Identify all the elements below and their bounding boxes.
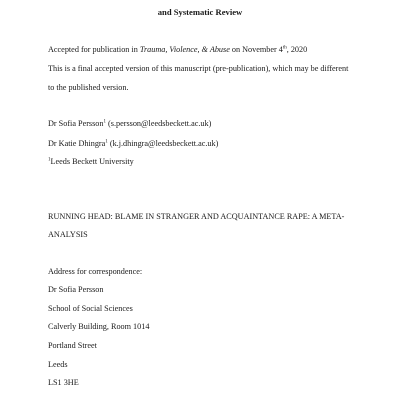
author-affiliation: 1 — [103, 119, 106, 125]
running-head-line-2: ANALYSIS — [48, 230, 88, 239]
date-ordinal: th — [282, 45, 287, 51]
correspondence-department: School of Social Sciences — [48, 304, 133, 313]
author-name: Dr Katie Dhingra — [48, 139, 106, 148]
running-head-line-1: RUNNING HEAD: BLAME IN STRANGER AND ACQUAINTANCE RAPE: A META- — [48, 212, 345, 221]
author-name: Dr Sofia Persson — [48, 119, 104, 128]
document-title: and Systematic Review — [157, 7, 243, 17]
version-note-line-2: to the published version. — [48, 83, 129, 92]
institution-line — [48, 157, 134, 166]
author-affiliation: 1 — [105, 139, 108, 145]
institution-affiliation: 1 — [48, 157, 51, 163]
publication-year: , 2020 — [286, 45, 308, 54]
author-email: (k.j.dhingra@leedsbeckett.ac.uk) — [107, 139, 219, 148]
correspondence-label: Address for correspondence: — [48, 267, 143, 276]
correspondence-name: Dr Sofia Persson — [48, 285, 104, 294]
correspondence-city: Leeds — [48, 360, 68, 369]
correspondence-postcode: LS1 3HE — [48, 378, 79, 387]
institution-name: Leeds Beckett University — [50, 157, 134, 166]
correspondence-building: Calverly Building, Room 1014 — [48, 322, 150, 331]
author-1 — [48, 119, 211, 128]
version-note-line-1: This is a final accepted version of this manuscript (pre-publication), which may be different — [48, 64, 349, 73]
publication-date: on November 4 — [229, 45, 283, 54]
journal-name: Trauma, Violence, & Abuse — [139, 45, 230, 54]
author-email: (s.persson@leedsbeckett.ac.uk) — [106, 119, 212, 128]
publication-line — [48, 45, 307, 54]
author-2 — [48, 139, 218, 148]
correspondence-street: Portland Street — [48, 341, 97, 350]
publication-prefix: Accepted for publication in — [48, 45, 140, 54]
